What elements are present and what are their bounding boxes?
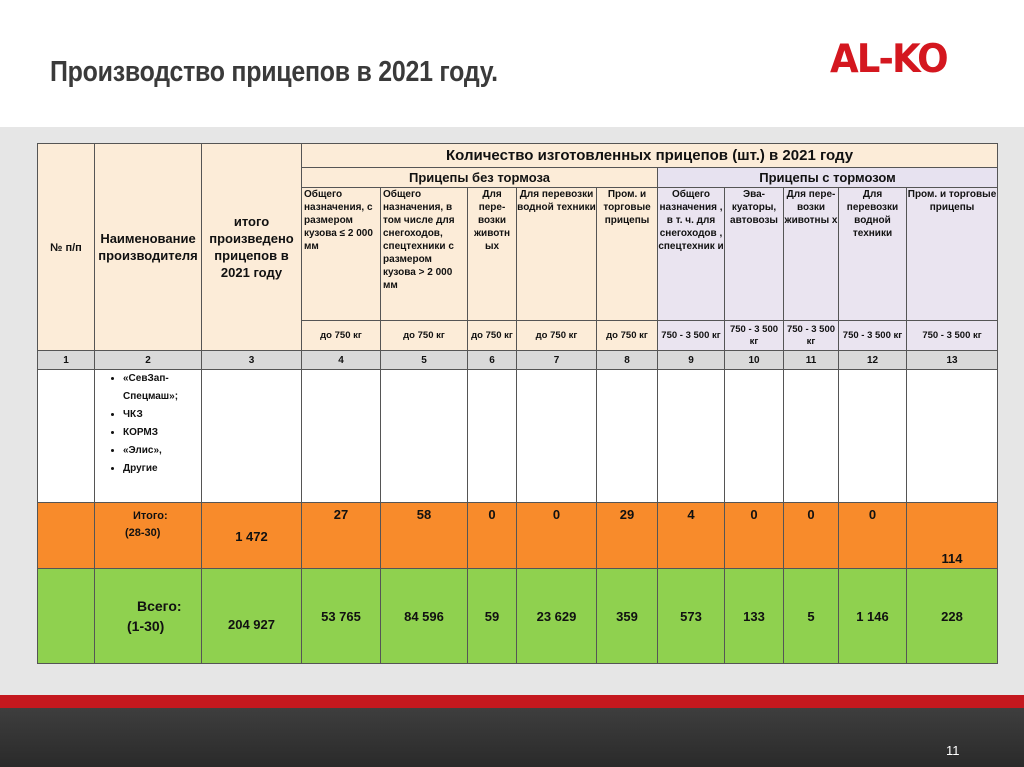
weight-13: 750 - 3 500 кг: [907, 321, 998, 351]
manufacturer-list: [95, 370, 201, 478]
colnum-13: 13: [907, 351, 998, 370]
subheader-12: Для перевозки водной техники: [839, 188, 907, 321]
colnum-6: 6: [468, 351, 517, 370]
header-manufacturer: Наименование производителя: [95, 144, 202, 351]
grand-total-row: [38, 569, 998, 664]
colnum-8: 8: [597, 351, 658, 370]
subtotal-label: Итого:: [133, 510, 168, 522]
subheader-7: Для перевозки водной техники: [517, 188, 597, 321]
subtotal-range: (28-30): [125, 527, 161, 539]
grand-total-value: 228: [907, 569, 998, 664]
colnum-12: 12: [839, 351, 907, 370]
colnum-4: 4: [302, 351, 381, 370]
grand-total-value: 573: [658, 569, 725, 664]
subtotal-value: 0: [468, 503, 517, 569]
grand-total-value: 84 596: [381, 569, 468, 664]
grand-total-range: (1-30): [127, 618, 165, 634]
weight-12: 750 - 3 500 кг: [839, 321, 907, 351]
subheader-9: Общего назначения , в т. ч. для снегоходов , спецтехник и: [658, 188, 725, 321]
subheader-4: Общего назначения, с размером кузова ≤ 2 000 мм: [302, 188, 381, 321]
subheader-8: Пром. и торговые прицепы: [597, 188, 658, 321]
weight-4: до 750 кг: [302, 321, 381, 351]
manufacturers-row: [38, 370, 998, 503]
weight-11: 750 - 3 500 кг: [784, 321, 839, 351]
footer-bar: [0, 708, 1024, 767]
grand-total-total: 204 927: [202, 569, 302, 664]
colnum-9: 9: [658, 351, 725, 370]
colnum-10: 10: [725, 351, 784, 370]
slide-header: [0, 0, 1024, 127]
subheader-11: Для пере-возки животны х: [784, 188, 839, 321]
weight-5: до 750 кг: [381, 321, 468, 351]
grand-total-value: 359: [597, 569, 658, 664]
page-title: Производство прицепов в 2021 году.: [50, 56, 498, 88]
grand-total-value: 5: [784, 569, 839, 664]
subtotal-value: 27: [302, 503, 381, 569]
subheader-6: Для пере-возки животн ых: [468, 188, 517, 321]
list-item: • КОРМЗ: [123, 424, 201, 442]
list-item: • «Элис»,: [123, 442, 201, 460]
grand-total-value: 59: [468, 569, 517, 664]
subheader-10: Эва-куаторы, автовозы: [725, 188, 784, 321]
list-item: • «СевЗап-Спецмаш»;: [123, 370, 201, 406]
subtotal-value: 0: [517, 503, 597, 569]
column-numbers-row: [38, 351, 998, 370]
subtotal-value: 0: [725, 503, 784, 569]
grand-total-label: Всего:: [137, 598, 182, 614]
colnum-2: 2: [95, 351, 202, 370]
grand-total-value: 23 629: [517, 569, 597, 664]
grand-total-value: 1 146: [839, 569, 907, 664]
header-num: № п/п: [38, 144, 95, 351]
alko-logo: AL-KO: [830, 37, 947, 82]
colnum-1: 1: [38, 351, 95, 370]
subheader-13: Пром. и торговые прицепы: [907, 188, 998, 321]
weight-9: 750 - 3 500 кг: [658, 321, 725, 351]
grand-total-value: 53 765: [302, 569, 381, 664]
colnum-11: 11: [784, 351, 839, 370]
weight-10: 750 - 3 500 кг: [725, 321, 784, 351]
subtotal-row: [38, 503, 998, 569]
weight-7: до 750 кг: [517, 321, 597, 351]
subtotal-value: 4: [658, 503, 725, 569]
subtotal-value: 114: [907, 503, 998, 569]
header-main: Количество изготовленных прицепов (шт.) в 2021 году: [302, 144, 998, 168]
colnum-3: 3: [202, 351, 302, 370]
footer-red-stripe: [0, 695, 1024, 708]
subtotal-value: 0: [784, 503, 839, 569]
header-with-brake: Прицепы с тормозом: [658, 168, 998, 188]
list-item: • ЧКЗ: [123, 406, 201, 424]
page-number: 11: [946, 743, 960, 758]
grand-total-label-cell: [95, 569, 202, 664]
subtotal-value: 58: [381, 503, 468, 569]
manufacturer-list-cell: [95, 370, 202, 503]
production-table: [37, 143, 998, 664]
weight-8: до 750 кг: [597, 321, 658, 351]
colnum-7: 7: [517, 351, 597, 370]
list-item: • Другие: [123, 460, 201, 478]
grand-total-value: 133: [725, 569, 784, 664]
weight-6: до 750 кг: [468, 321, 517, 351]
header-total: итого произведено прицепов в 2021 году: [202, 144, 302, 351]
subtotal-value: 29: [597, 503, 658, 569]
header-no-brake: Прицепы без тормоза: [302, 168, 658, 188]
subheader-5: Общего назначения, в том числе для снегоходов, спецтехники с размером кузова > 2 000 мм: [381, 188, 468, 321]
subtotal-value: 0: [839, 503, 907, 569]
subtotal-label-cell: [95, 503, 202, 569]
colnum-5: 5: [381, 351, 468, 370]
subtotal-total: 1 472: [202, 503, 302, 569]
